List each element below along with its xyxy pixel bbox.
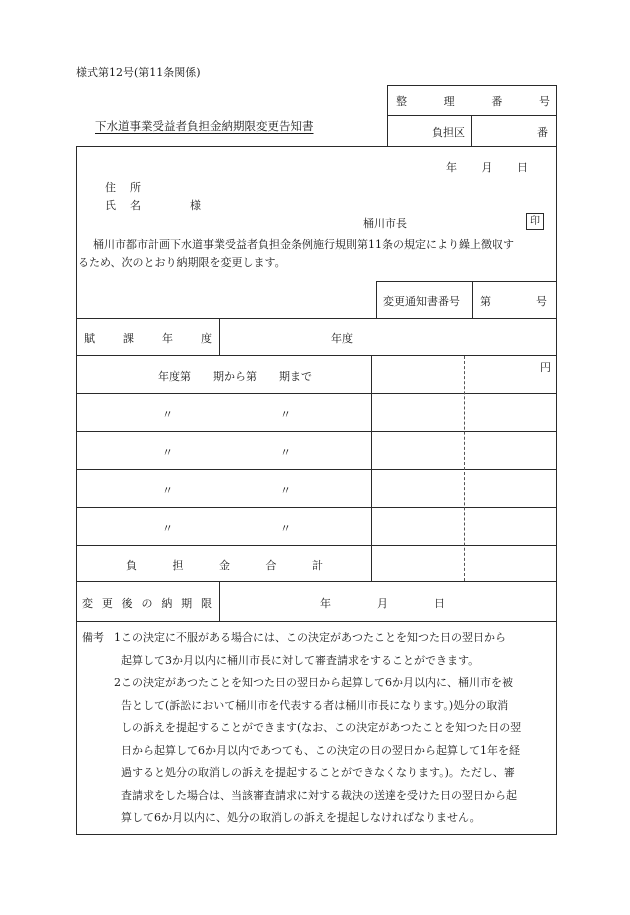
ditto-year: 〃 (162, 446, 173, 459)
fiscal-year-label: 賦 課 年 度 (84, 332, 212, 345)
change-notice-number-suffix: 号 (536, 295, 547, 308)
fiscal-year-value: 年度 (331, 332, 353, 345)
currency-unit: 円 (540, 361, 551, 374)
notice-body-line-2: るため、次のとおり納期限を変更します。 (78, 256, 286, 269)
address-label: 住 所 (105, 181, 141, 194)
period-header: 年度第 期から第 期まで (158, 370, 312, 383)
due-date-label: 変 更 後 の 納 期 限 (82, 597, 212, 610)
due-date-parts: 年 月 日 (320, 597, 445, 610)
ditto-period: 〃 (280, 484, 291, 497)
ditto-period: 〃 (280, 446, 291, 459)
ditto-year: 〃 (162, 484, 173, 497)
ditto-year: 〃 (162, 408, 173, 421)
burden-area-suffix: 番 (537, 126, 548, 139)
notice-body-line-1: 桶川市都市計画下水道事業受益者負担金条例施行規則第11条の規定により繰上徴収す (93, 238, 514, 251)
remarks-label: 備考 (82, 631, 104, 644)
form-number: 様式第12号(第11条関係) (76, 66, 201, 79)
issuer-name: 桶川市長 (363, 217, 407, 230)
honorific: 様 (190, 199, 201, 212)
reference-number-label: 整 理 番 号 (396, 95, 550, 108)
change-notice-number-label: 変更通知書番号 (383, 295, 460, 308)
remarks-item-number-1: 1 (114, 631, 121, 644)
form-title: 下水道事業受益者負担金納期限変更告知書 (95, 119, 314, 133)
remarks-item-number-2: 2 (114, 676, 121, 689)
change-notice-number-prefix: 第 (480, 295, 491, 308)
notice-date: 年 月 日 (446, 161, 528, 174)
remarks-item-1: この決定に不服がある場合には、この決定があつたことを知つた日の翌日から 起算して3か月以内に桶川市長に対して審査請求をすることができます。 (121, 631, 506, 667)
ditto-year: 〃 (162, 522, 173, 535)
ditto-period: 〃 (280, 522, 291, 535)
seal-stamp: 印 (526, 213, 544, 230)
remarks-item-2: この決定があつたことを知つた日の翌日から起算して6か月以内に、桶川市を被 告として(訴訟において桶川市を代表する者は桶川市長になります。)処分の取消 しの訴えを提起することができます(なお、この決定があつたことを知つた日の翌 日から起算して6か月以内であつても、この決定の日の翌日から起算して1年を経 過すると処分の取消しの訴えを提起することができなくなります。)。ただし、審 査請求をした場合は、当該審査請求に対する裁決の送達を受けた日の翌日から起 算して6か月以内に、処分の取消しの訴えを提起しなければなりません。 (121, 676, 522, 824)
total-label: 負 担 金 合 計 (126, 559, 323, 572)
ditto-period: 〃 (280, 408, 291, 421)
burden-area-label: 負担区 (432, 126, 465, 139)
name-label: 氏 名 (105, 199, 141, 212)
